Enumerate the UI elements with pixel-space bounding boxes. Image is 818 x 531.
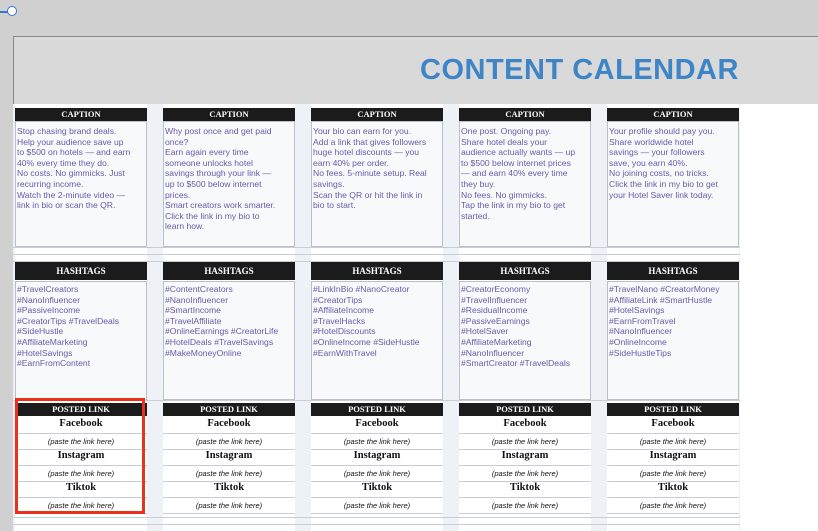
caption-text: Your bio can earn for you. Add a link that gives followers huge hotel discounts — you earn 40% per order. No fees. 5-minute setup. Real savings. Scan the QR or hit the link in bio to start. [313, 126, 427, 211]
grid-line [607, 465, 739, 466]
platform-label: Tiktok [509, 482, 541, 493]
link-input-cell[interactable]: (paste the link here) [491, 437, 559, 446]
link-input-cell[interactable]: (paste the link here) [491, 501, 559, 510]
hashtags-text: #TravelNano #CreatorMoney #AffiliateLink #SmartHustle #HotelSavings #EarnFromTravel #NanoInfluencer #OnlineIncome #SideHustleTips [609, 284, 720, 358]
grid-line [163, 433, 295, 434]
grid-line [13, 517, 818, 518]
platform-label: Tiktok [65, 482, 97, 493]
grid-line [459, 497, 591, 498]
hashtags-text: #ContentCreators #NanoInfluencer #SmartIncome #TravelAffiliate #OnlineEarnings #CreatorLife #HotelDeals #TravelSavings #MakeMoneyOnline [165, 284, 279, 358]
platform-label: Facebook [651, 418, 695, 429]
platform-label: Instagram [501, 450, 549, 461]
caption-header: CAPTION [163, 108, 295, 121]
grid-line [163, 513, 295, 514]
platform-label: Facebook [59, 418, 103, 429]
link-input-cell[interactable]: (paste the link here) [195, 469, 263, 478]
link-input-cell[interactable]: (paste the link here) [47, 469, 115, 478]
link-input-cell[interactable]: (paste the link here) [491, 469, 559, 478]
caption-text: Your profile should pay you. Share worldwide hotel savings — your followers save, you earn 40%. No joining costs, no tricks. Click the link in my bio to get your Hotel Saver link today. [609, 126, 718, 200]
page-title: CONTENT CALENDAR [420, 54, 739, 86]
caption-header: CAPTION [459, 108, 591, 121]
platform-label: Tiktok [361, 482, 393, 493]
caption-header: CAPTION [607, 108, 739, 121]
hashtags-header: HASHTAGS [311, 262, 443, 280]
column-separator [591, 104, 607, 531]
link-input-cell[interactable]: (paste the link here) [195, 437, 263, 446]
grid-line [607, 513, 739, 514]
column-separator [295, 104, 311, 531]
link-input-cell[interactable]: (paste the link here) [343, 501, 411, 510]
link-input-cell[interactable]: (paste the link here) [639, 437, 707, 446]
hashtags-header: HASHTAGS [15, 262, 147, 280]
caption-text: Why post once and get paid once? Earn again every time someone unlocks hotel savings through your link — up to $500 below internet prices. Smart creators work smarter. Click the link in my bio to learn how. [165, 126, 276, 232]
grid-line [163, 497, 295, 498]
grid-line [311, 497, 443, 498]
grid-line [311, 513, 443, 514]
hashtags-text: #TravelCreators #NanoInfluencer #PassiveIncome #CreatorTips #TravelDeals #SideHustle #AffiliateMarketing #HotelSavings #EarnFromContent [17, 284, 120, 369]
grid-line [311, 433, 443, 434]
posted-link-header: POSTED LINK [15, 403, 147, 416]
caption-header: CAPTION [311, 108, 443, 121]
posted-link-header: POSTED LINK [607, 403, 739, 416]
platform-label: Instagram [57, 450, 105, 461]
caption-header: CAPTION [15, 108, 147, 121]
hashtags-text: #CreatorEconomy #TravelInfluencer #ResidualIncome #PassiveEarnings #HotelSaver #AffiliateMarketing #NanoInfluencer #SmartCreator #TravelDeals [461, 284, 571, 369]
grid-line [607, 433, 739, 434]
grid-line [13, 247, 818, 248]
platform-label: Instagram [353, 450, 401, 461]
hashtags-header: HASHTAGS [459, 262, 591, 280]
selection-handle[interactable] [7, 6, 17, 16]
hashtags-text: #LinkInBio #NanoCreator #CreatorTips #AffiliateIncome #TravelHacks #HotelDiscounts #OnlineIncome #SideHustle #EarnWithTravel [313, 284, 420, 358]
platform-label: Instagram [649, 450, 697, 461]
grid-line [607, 497, 739, 498]
link-input-cell[interactable]: (paste the link here) [343, 469, 411, 478]
link-input-cell[interactable]: (paste the link here) [47, 501, 115, 510]
grid-line [163, 465, 295, 466]
column-separator [443, 104, 459, 531]
platform-label: Tiktok [657, 482, 689, 493]
link-input-cell[interactable]: (paste the link here) [639, 469, 707, 478]
link-input-cell[interactable]: (paste the link here) [195, 501, 263, 510]
caption-text: Stop chasing brand deals. Help your audience save up to $500 on hotels — and earn 40% every time they do. No costs. No gimmicks. Just recurring income. Watch the 2-minute video — link in bio or scan the QR. [17, 126, 131, 211]
platform-label: Tiktok [213, 482, 245, 493]
grid-line [459, 465, 591, 466]
platform-label: Instagram [205, 450, 253, 461]
column-separator [147, 104, 163, 531]
grid-line [311, 465, 443, 466]
posted-link-header: POSTED LINK [163, 403, 295, 416]
grid-line [459, 433, 591, 434]
hashtags-header: HASHTAGS [607, 262, 739, 280]
highlight-box [15, 398, 145, 514]
link-input-cell[interactable]: (paste the link here) [639, 501, 707, 510]
posted-link-header: POSTED LINK [459, 403, 591, 416]
link-input-cell[interactable]: (paste the link here) [47, 437, 115, 446]
column-separator [740, 104, 818, 531]
link-input-cell[interactable]: (paste the link here) [343, 437, 411, 446]
caption-text: One post. Ongoing pay. Share hotel deals your audience actually wants — up to $500 below internet prices — and earn 40% every time they buy. No fees. No gimmicks. Tap the link in my bio to get started. [461, 126, 576, 221]
posted-link-header: POSTED LINK [311, 403, 443, 416]
grid-line [13, 524, 818, 525]
platform-label: Facebook [503, 418, 547, 429]
platform-label: Facebook [355, 418, 399, 429]
grid-line [459, 513, 591, 514]
platform-label: Facebook [207, 418, 251, 429]
grid-line [13, 254, 818, 255]
hashtags-header: HASHTAGS [163, 262, 295, 280]
